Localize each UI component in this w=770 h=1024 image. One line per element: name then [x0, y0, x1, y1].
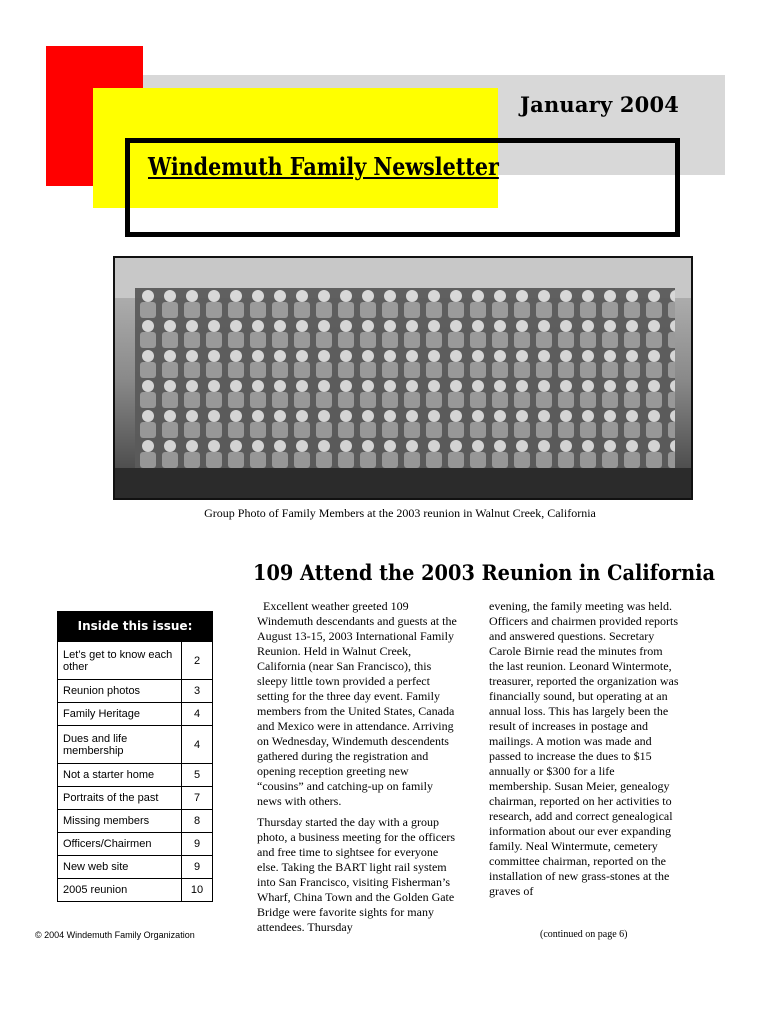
- group-photo: [113, 256, 693, 500]
- toc-page: 10: [182, 879, 213, 902]
- toc-row: [58, 764, 213, 787]
- toc-row: [58, 680, 213, 703]
- toc-label: Not a starter home: [63, 769, 155, 781]
- toc-label: 2005 reunion: [63, 884, 128, 896]
- toc-label: Family Heritage: [63, 708, 141, 720]
- group-photo-image: [115, 258, 691, 498]
- toc-label: Dues and life membership: [63, 732, 128, 757]
- toc-page: 2: [182, 642, 213, 680]
- issue-date: January 2004: [520, 92, 680, 117]
- toc-row: [58, 856, 213, 879]
- copyright-notice: © 2004 Windemuth Family Organization: [35, 930, 195, 940]
- toc-page: 4: [182, 726, 213, 764]
- article-paragraph: Thursday started the day with a group photo, a business meeting for the officers and free time to sightsee for everyone else. Taking the BART light rail system into San Francisco, visiting Fisherman’s Wharf, China Town and the Golden Gate Bridge were favorite sights for many attendees. Thursday: [257, 815, 456, 934]
- toc-page: 8: [182, 810, 213, 833]
- toc-page: 3: [182, 680, 213, 703]
- toc-row: [58, 879, 213, 902]
- article-column-2: [489, 599, 679, 899]
- toc-row: [58, 787, 213, 810]
- article-paragraph: Excellent weather greeted 109 Windemuth descendants and guests at the August 13-15, 2003 International Family Reunion. Held in Walnut Creek, California (near San Francisco), this sleepy little town provided a perfect setting for the three day event. Family members from the United States, Canada and Mexico were in attendance. Arriving on Wednesday, Windemuth descendents gathered during the registration and opening reception greeting new “cousins” and catching-up on family news with others.: [257, 599, 457, 808]
- continued-note: (continued on page 6): [540, 929, 628, 940]
- toc-label: New web site: [63, 861, 129, 873]
- toc-row: [58, 833, 213, 856]
- toc-row: [58, 703, 213, 726]
- toc-label: Let’s get to know each other: [63, 648, 173, 673]
- toc-label: Missing members: [63, 815, 150, 827]
- photo-caption: Group Photo of Family Members at the 2003 reunion in Walnut Creek, California: [204, 506, 596, 520]
- toc-label: Officers/Chairmen: [63, 838, 152, 850]
- newsletter-title: Windemuth Family Newsletter: [148, 152, 499, 181]
- toc-table: [57, 641, 213, 902]
- toc-row: [58, 642, 213, 680]
- toc-page: 4: [182, 703, 213, 726]
- inside-this-issue: [57, 611, 213, 902]
- article-paragraph: evening, the family meeting was held. Officers and chairmen provided reports and answered questions. Secretary Carole Birnie read the minutes from the last reunion. Leonard Wintermote, treasurer, reported the organization was financially sound, but operating at an annual loss. This has largely been the result of increases in postage and mailings. A motion was made and passed to increase the dues to $15 annually or $300 for a life membership. Susan Meier, genealogy chairman, reported on her activities to research, add and correct genealogical information about our ever expanding family. Neal Wintermute, cemetery committee chairman, reported on the installation of new grass-stones at the graves of: [489, 599, 679, 898]
- sidebar-header: Inside this issue:: [57, 611, 213, 641]
- toc-page: 9: [182, 856, 213, 879]
- toc-row: [58, 810, 213, 833]
- toc-label: Portraits of the past: [63, 792, 159, 804]
- toc-label: Reunion photos: [63, 685, 141, 697]
- toc-page: 5: [182, 764, 213, 787]
- toc-row: [58, 726, 213, 764]
- toc-page: 9: [182, 833, 213, 856]
- toc-page: 7: [182, 787, 213, 810]
- article-headline: 109 Attend the 2003 Reunion in California: [253, 560, 716, 585]
- article-column-1: [257, 599, 457, 935]
